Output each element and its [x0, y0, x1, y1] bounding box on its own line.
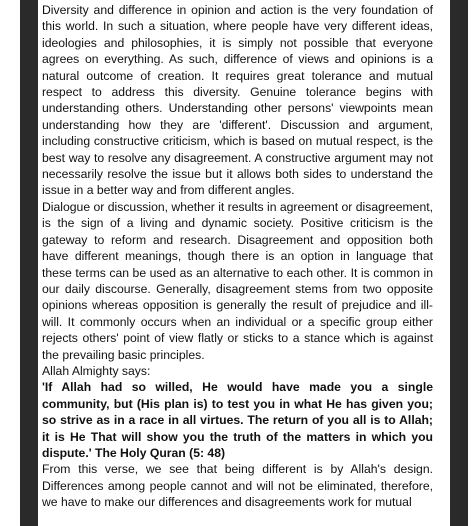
quote-intro: Allah Almighty says:: [42, 363, 151, 378]
right-border-bar: [450, 0, 468, 526]
paragraph-verse: From this verse, we see that being different is by Allah's design. Differences among people cannot and will not be eliminated, therefore, we have to make our differences and disagreements work for mutual: [42, 462, 433, 510]
quran-quote: 'If Allah had so willed, He would have made you a single community, but (His plan is) to test you in what He has given you; so strive as in a race in all virtues. The return of you all is to Allah; it is He That will show you the truth of the matters in which you dispute.' The Holy Quran (5: 48): [42, 380, 433, 460]
paragraph-dialogue: Dialogue or discussion, whether it results in agreement or disagreement, is the sign of a living and dynamic society. Positive criticism is the gateway to reform and research. Disagreement and opposition both have different meanings, though there is an option in language that these terms can be used as an alternative to each other. It is common in our daily discourse. Generally, disagreement stems from two opposite opinions whereas opposition is generally the result of prejudice and ill-will. It commonly occurs when an individual or a specific group either rejects others' point of view flatly or sticks to a stance which is against the prevailing basic principles.: [42, 199, 433, 362]
article-body: [42, 2, 433, 511]
paragraph-diversity: Diversity and difference in opinion and action is the very foundation of this world. In such a situation, where people have very different ideas, ideologies and philosophies, it is simply not possible that everyone agrees on everything. As such, difference of views and opinions is a natural outcome of creation. It requires great tolerance and mutual respect to address this diversity. Genuine tolerance begins with understanding others. Understanding other persons' viewpoints mean understanding how they are 'different'. Discussion and argument, including constructive criticism, which is based on mutual respect, is the best way to resolve any disagreement. A constructive argument may not necessarily resolve the issue but it allows both sides to understand the issue in a better way and from different angles.: [42, 3, 433, 198]
left-border-bar: [20, 0, 38, 526]
